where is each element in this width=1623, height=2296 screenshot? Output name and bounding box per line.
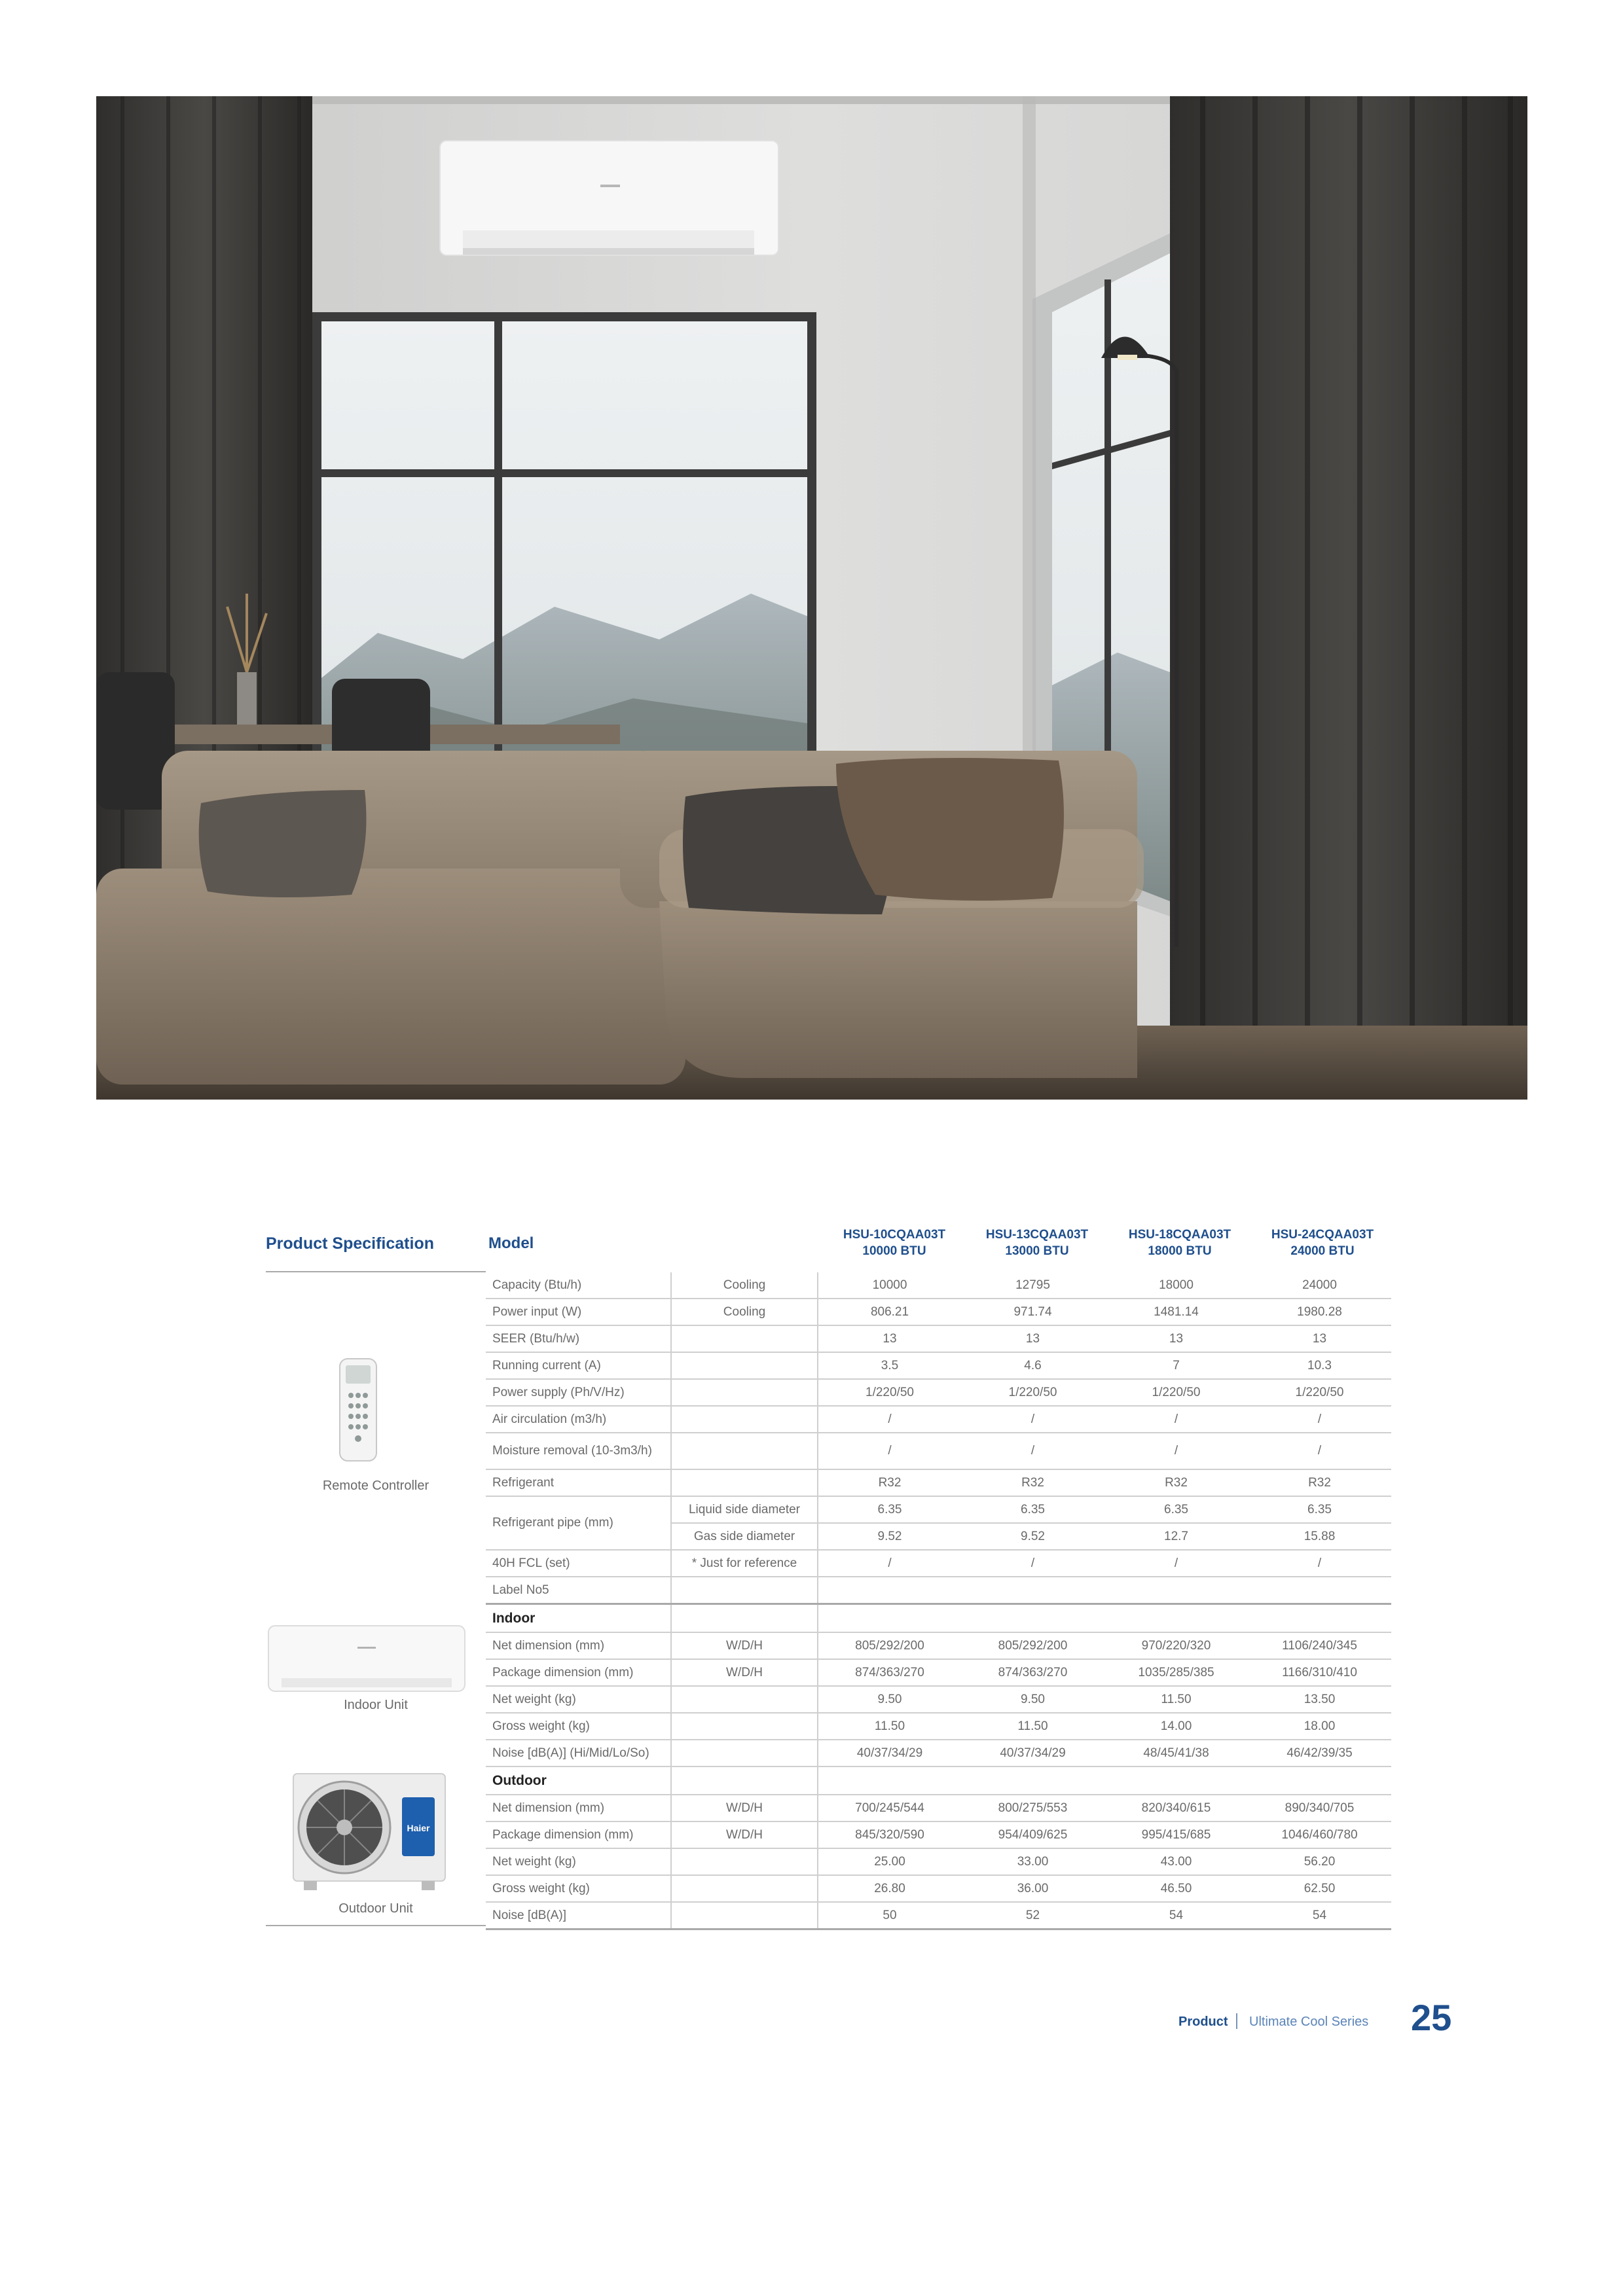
model-name: HSU-18CQAA03T bbox=[1128, 1228, 1231, 1242]
remote-controller-label: Remote Controller bbox=[322, 1479, 429, 1493]
table-row bbox=[486, 1795, 1391, 1821]
indoor-unit-image bbox=[266, 1619, 469, 1702]
spec-value: 970/220/320 bbox=[1104, 1632, 1248, 1659]
table-row bbox=[486, 1469, 1391, 1496]
spec-parameter: Label No5 bbox=[486, 1577, 671, 1604]
spec-parameter: SEER (Btu/h/w) bbox=[486, 1325, 671, 1352]
spec-value: 9.50 bbox=[818, 1686, 961, 1713]
spec-value: 12795 bbox=[961, 1272, 1104, 1299]
spec-condition bbox=[671, 1848, 818, 1875]
spec-parameter: Running current (A) bbox=[486, 1352, 671, 1379]
spec-value: 11.50 bbox=[818, 1713, 961, 1740]
model-column-header bbox=[1250, 1227, 1395, 1259]
spec-value: 806.21 bbox=[818, 1299, 961, 1325]
spec-value: R32 bbox=[1248, 1469, 1391, 1496]
empty-cell bbox=[671, 1767, 818, 1795]
spec-value: 62.50 bbox=[1248, 1875, 1391, 1902]
table-row bbox=[486, 1299, 1391, 1325]
spec-value: 1166/310/410 bbox=[1248, 1659, 1391, 1686]
section-heading: Outdoor bbox=[486, 1767, 671, 1795]
table-row bbox=[486, 1379, 1391, 1406]
spec-value: 1481.14 bbox=[1104, 1299, 1248, 1325]
page-number: 25 bbox=[1411, 1997, 1452, 2038]
spec-value: / bbox=[818, 1433, 961, 1469]
spec-value: / bbox=[818, 1550, 961, 1577]
spec-condition: W/D/H bbox=[671, 1821, 818, 1848]
spec-table bbox=[486, 1272, 1391, 1930]
spec-value: 10000 bbox=[818, 1272, 961, 1299]
air-conditioner-unit bbox=[440, 141, 778, 255]
spec-condition: W/D/H bbox=[671, 1795, 818, 1821]
spec-value: 14.00 bbox=[1104, 1713, 1248, 1740]
spec-condition: W/D/H bbox=[671, 1632, 818, 1659]
table-row bbox=[486, 1902, 1391, 1929]
spec-condition: Cooling bbox=[671, 1272, 818, 1299]
spec-value: / bbox=[961, 1433, 1104, 1469]
spec-value bbox=[1104, 1577, 1248, 1604]
spec-value: 46/42/39/35 bbox=[1248, 1740, 1391, 1767]
spec-parameter: Net weight (kg) bbox=[486, 1686, 671, 1713]
spec-condition bbox=[671, 1713, 818, 1740]
model-btu: 13000 BTU bbox=[1005, 1244, 1069, 1258]
spec-value: 13 bbox=[1104, 1325, 1248, 1352]
spec-condition: * Just for reference bbox=[671, 1550, 818, 1577]
spec-value: 11.50 bbox=[1104, 1686, 1248, 1713]
empty-cell bbox=[671, 1604, 818, 1633]
spec-condition bbox=[671, 1902, 818, 1929]
hero-photo bbox=[96, 96, 1527, 1100]
spec-value: R32 bbox=[1104, 1469, 1248, 1496]
spec-value: 971.74 bbox=[961, 1299, 1104, 1325]
spec-parameter: Package dimension (mm) bbox=[486, 1821, 671, 1848]
spec-value: 56.20 bbox=[1248, 1848, 1391, 1875]
spec-parameter: Noise [dB(A)] (Hi/Mid/Lo/So) bbox=[486, 1740, 671, 1767]
spec-value: 43.00 bbox=[1104, 1848, 1248, 1875]
spec-value: 13 bbox=[961, 1325, 1104, 1352]
model-column-header bbox=[965, 1227, 1109, 1259]
spec-value: 26.80 bbox=[818, 1875, 961, 1902]
spec-value: 6.35 bbox=[818, 1496, 961, 1523]
divider bbox=[266, 1925, 486, 1926]
spec-condition bbox=[671, 1875, 818, 1902]
spec-condition bbox=[671, 1325, 818, 1352]
table-row bbox=[486, 1352, 1391, 1379]
spec-value: 40/37/34/29 bbox=[961, 1740, 1104, 1767]
footer-series: Ultimate Cool Series bbox=[1249, 2015, 1369, 2029]
spec-value: 15.88 bbox=[1248, 1523, 1391, 1550]
spec-parameter: 40H FCL (set) bbox=[486, 1550, 671, 1577]
spec-parameter: Net dimension (mm) bbox=[486, 1632, 671, 1659]
spec-value: 1035/285/385 bbox=[1104, 1659, 1248, 1686]
table-row bbox=[486, 1659, 1391, 1686]
table-row bbox=[486, 1577, 1391, 1604]
spec-value: / bbox=[1104, 1550, 1248, 1577]
table-row bbox=[486, 1550, 1391, 1577]
model-name: HSU-13CQAA03T bbox=[985, 1228, 1089, 1242]
table-row bbox=[486, 1433, 1391, 1469]
table-row bbox=[486, 1848, 1391, 1875]
table-row bbox=[486, 1325, 1391, 1352]
section-row bbox=[486, 1767, 1391, 1795]
spec-value: 13 bbox=[1248, 1325, 1391, 1352]
remote-controller-image bbox=[338, 1357, 378, 1466]
model-btu: 10000 BTU bbox=[862, 1244, 926, 1258]
divider bbox=[266, 1271, 486, 1272]
spec-value: 6.35 bbox=[961, 1496, 1104, 1523]
table-row bbox=[486, 1406, 1391, 1433]
table-row bbox=[486, 1686, 1391, 1713]
brand-logo: Haier bbox=[407, 1823, 430, 1833]
outdoor-unit-image bbox=[291, 1771, 448, 1899]
model-btu: 24000 BTU bbox=[1290, 1244, 1355, 1258]
spec-value: 9.52 bbox=[961, 1523, 1104, 1550]
spec-parameter: Gross weight (kg) bbox=[486, 1875, 671, 1902]
spec-parameter: Capacity (Btu/h) bbox=[486, 1272, 671, 1299]
spec-parameter: Moisture removal (10-3m3/h) bbox=[486, 1433, 671, 1469]
empty-cell bbox=[818, 1604, 1391, 1633]
spec-parameter: Net dimension (mm) bbox=[486, 1795, 671, 1821]
model-label: Model bbox=[488, 1234, 534, 1252]
spec-condition: Liquid side diameter bbox=[671, 1496, 818, 1523]
spec-value: 18.00 bbox=[1248, 1713, 1391, 1740]
spec-value: / bbox=[1248, 1433, 1391, 1469]
spec-condition: W/D/H bbox=[671, 1659, 818, 1686]
spec-value: 4.6 bbox=[961, 1352, 1104, 1379]
table-row bbox=[486, 1713, 1391, 1740]
spec-parameter: Gross weight (kg) bbox=[486, 1713, 671, 1740]
spec-condition bbox=[671, 1740, 818, 1767]
model-btu: 18000 BTU bbox=[1148, 1244, 1212, 1258]
section-heading: Indoor bbox=[486, 1604, 671, 1633]
spec-value: 9.50 bbox=[961, 1686, 1104, 1713]
spec-value: 13 bbox=[818, 1325, 961, 1352]
spec-value: 6.35 bbox=[1248, 1496, 1391, 1523]
spec-value: 13.50 bbox=[1248, 1686, 1391, 1713]
footer-separator bbox=[1236, 2013, 1237, 2029]
spec-value bbox=[961, 1577, 1104, 1604]
table-row bbox=[486, 1632, 1391, 1659]
spec-condition bbox=[671, 1379, 818, 1406]
model-name: HSU-10CQAA03T bbox=[843, 1228, 946, 1242]
table-row bbox=[486, 1740, 1391, 1767]
spec-value: 1/220/50 bbox=[818, 1379, 961, 1406]
spec-parameter: Net weight (kg) bbox=[486, 1848, 671, 1875]
spec-condition bbox=[671, 1352, 818, 1379]
spec-value: 805/292/200 bbox=[961, 1632, 1104, 1659]
spec-parameter: Power supply (Ph/V/Hz) bbox=[486, 1379, 671, 1406]
spec-condition bbox=[671, 1406, 818, 1433]
model-column-header bbox=[822, 1227, 966, 1259]
spec-value: 25.00 bbox=[818, 1848, 961, 1875]
spec-condition bbox=[671, 1686, 818, 1713]
spec-value: 46.50 bbox=[1104, 1875, 1248, 1902]
spec-parameter: Air circulation (m3/h) bbox=[486, 1406, 671, 1433]
spec-value bbox=[818, 1577, 961, 1604]
spec-value: 805/292/200 bbox=[818, 1632, 961, 1659]
table-row bbox=[486, 1875, 1391, 1902]
spec-value: 10.3 bbox=[1248, 1352, 1391, 1379]
spec-value: / bbox=[1248, 1550, 1391, 1577]
spec-condition bbox=[671, 1469, 818, 1496]
spec-value: / bbox=[1104, 1406, 1248, 1433]
spec-condition bbox=[671, 1577, 818, 1604]
spec-value: 3.5 bbox=[818, 1352, 961, 1379]
spec-value: 820/340/615 bbox=[1104, 1795, 1248, 1821]
spec-parameter: Refrigerant bbox=[486, 1469, 671, 1496]
spec-value: 7 bbox=[1104, 1352, 1248, 1379]
spec-value: 11.50 bbox=[961, 1713, 1104, 1740]
model-column-header bbox=[1108, 1227, 1252, 1259]
spec-value: 874/363/270 bbox=[818, 1659, 961, 1686]
spec-value bbox=[1248, 1577, 1391, 1604]
section-title: Product Specification bbox=[266, 1234, 434, 1253]
indoor-unit-label: Indoor Unit bbox=[344, 1698, 408, 1712]
spec-value: 48/45/41/38 bbox=[1104, 1740, 1248, 1767]
spec-value: 6.35 bbox=[1104, 1496, 1248, 1523]
page-footer bbox=[1165, 1996, 1532, 2042]
spec-parameter: Refrigerant pipe (mm) bbox=[486, 1496, 671, 1550]
spec-value: 1/220/50 bbox=[961, 1379, 1104, 1406]
empty-cell bbox=[818, 1767, 1391, 1795]
spec-value: 1980.28 bbox=[1248, 1299, 1391, 1325]
spec-value: 874/363/270 bbox=[961, 1659, 1104, 1686]
spec-parameter: Power input (W) bbox=[486, 1299, 671, 1325]
table-row bbox=[486, 1496, 1391, 1523]
spec-value: 33.00 bbox=[961, 1848, 1104, 1875]
spec-parameter: Noise [dB(A)] bbox=[486, 1902, 671, 1929]
spec-value: 1/220/50 bbox=[1248, 1379, 1391, 1406]
spec-value: 12.7 bbox=[1104, 1523, 1248, 1550]
table-row bbox=[486, 1272, 1391, 1299]
spec-value: 54 bbox=[1104, 1902, 1248, 1929]
spec-value: 890/340/705 bbox=[1248, 1795, 1391, 1821]
table-row bbox=[486, 1821, 1391, 1848]
footer-section: Product bbox=[1178, 2015, 1228, 2029]
spec-value: 1/220/50 bbox=[1104, 1379, 1248, 1406]
spec-value: 9.52 bbox=[818, 1523, 961, 1550]
spec-value: / bbox=[961, 1406, 1104, 1433]
spec-value: 24000 bbox=[1248, 1272, 1391, 1299]
spec-value: R32 bbox=[961, 1469, 1104, 1496]
spec-value: 1046/460/780 bbox=[1248, 1821, 1391, 1848]
spec-value: 995/415/685 bbox=[1104, 1821, 1248, 1848]
spec-value: 36.00 bbox=[961, 1875, 1104, 1902]
outdoor-unit-label: Outdoor Unit bbox=[338, 1901, 413, 1916]
spec-value: R32 bbox=[818, 1469, 961, 1496]
spec-value: 52 bbox=[961, 1902, 1104, 1929]
spec-value: 845/320/590 bbox=[818, 1821, 961, 1848]
section-row bbox=[486, 1604, 1391, 1633]
spec-value: 54 bbox=[1248, 1902, 1391, 1929]
spec-value: / bbox=[961, 1550, 1104, 1577]
spec-condition: Gas side diameter bbox=[671, 1523, 818, 1550]
spec-value: 1106/240/345 bbox=[1248, 1632, 1391, 1659]
spec-condition: Cooling bbox=[671, 1299, 818, 1325]
spec-value: / bbox=[1104, 1433, 1248, 1469]
spec-value: 40/37/34/29 bbox=[818, 1740, 961, 1767]
spec-condition bbox=[671, 1433, 818, 1469]
spec-value: 18000 bbox=[1104, 1272, 1248, 1299]
spec-parameter: Package dimension (mm) bbox=[486, 1659, 671, 1686]
spec-value: 954/409/625 bbox=[961, 1821, 1104, 1848]
spec-value: 700/245/544 bbox=[818, 1795, 961, 1821]
spec-value: / bbox=[1248, 1406, 1391, 1433]
spec-value: 800/275/553 bbox=[961, 1795, 1104, 1821]
spec-value: / bbox=[818, 1406, 961, 1433]
spec-value: 50 bbox=[818, 1902, 961, 1929]
model-name: HSU-24CQAA03T bbox=[1271, 1228, 1374, 1242]
